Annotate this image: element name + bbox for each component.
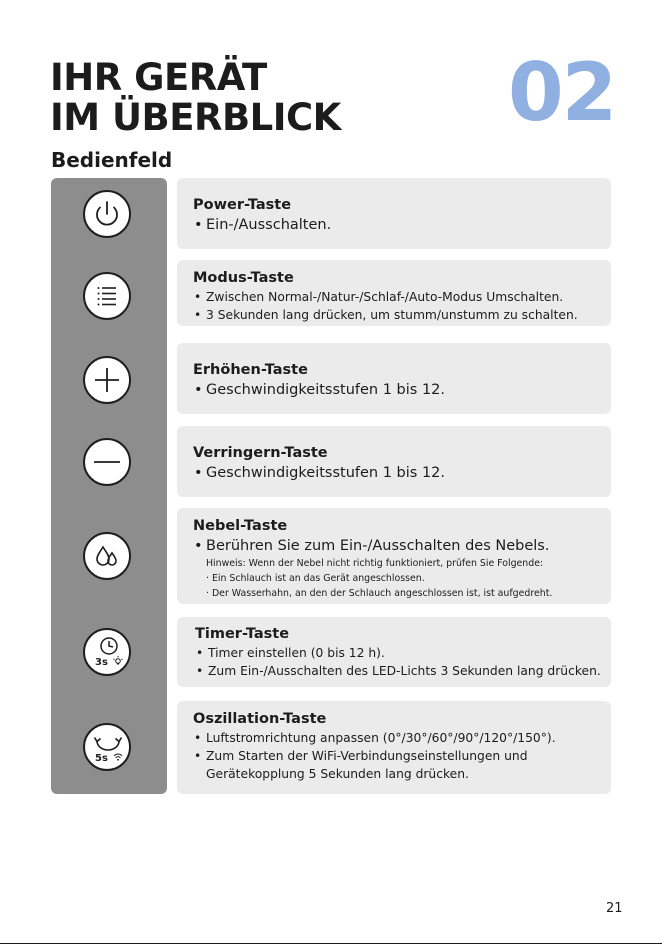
list-item: • Ein-/Ausschalten. (193, 215, 611, 235)
section-title: Bedienfeld (51, 148, 173, 172)
bottom-rule (0, 943, 662, 944)
oscillation-hold-label: 5s (95, 753, 108, 764)
timer-hold-label: 3s (95, 657, 108, 668)
hint-text: Hinweis: Wenn der Nebel nicht richtig funktioniert, prüfen Sie Folgende: (206, 558, 544, 569)
list-item: • Zum Ein-/Ausschalten des LED-Lichts 3 Sekunden lang drücken. (195, 662, 611, 680)
oscillation-button-card (177, 701, 611, 794)
control-title: Nebel-Taste (193, 518, 288, 534)
decrease-button-card (177, 426, 611, 497)
control-title: Erhöhen-Taste (193, 362, 308, 378)
control-panel-strip (51, 178, 167, 794)
timer-clock-icon (83, 628, 131, 676)
mist-droplet-icon (83, 532, 131, 580)
page-title (50, 58, 341, 138)
list-item: • 3 Sekunden lang drücken, um stumm/unstumm zu schalten. (193, 306, 611, 324)
title-line-1: IHR GERÄT (50, 56, 267, 99)
plus-icon (83, 356, 131, 404)
list-item: • Zum Starten der WiFi-Verbindungseinstellungen und (193, 747, 611, 765)
page-number: 21 (606, 901, 623, 916)
list-item: • Timer einstellen (0 bis 12 h). (195, 644, 611, 662)
oscillation-arrow-icon (83, 723, 131, 771)
power-icon (83, 190, 131, 238)
control-title: Timer-Taste (195, 626, 290, 642)
menu-icon (83, 272, 131, 320)
mode-button-card (177, 260, 611, 326)
mist-button-card (177, 508, 611, 604)
list-item: • Berühren Sie zum Ein-/Ausschalten des Nebels. (193, 536, 611, 556)
control-title: Oszillation-Taste (193, 711, 327, 727)
title-line-2: IM ÜBERBLICK (50, 96, 341, 139)
list-item-continuation: Gerätekopplung 5 Sekunden lang drücken. (206, 767, 469, 781)
control-title: Modus-Taste (193, 270, 294, 286)
wifi-icon (114, 754, 122, 761)
list-item: • Zwischen Normal-/Natur-/Schlaf-/Auto-Modus Umschalten. (193, 288, 611, 306)
control-title: Verringern-Taste (193, 445, 328, 461)
increase-button-card (177, 343, 611, 414)
led-light-icon (113, 656, 122, 664)
list-item: • Geschwindigkeitsstufen 1 bis 12. (193, 380, 611, 400)
hint-text: · Der Wasserhahn, an den der Schlauch angeschlossen ist, ist aufgedreht. (206, 588, 553, 599)
list-item: • Geschwindigkeitsstufen 1 bis 12. (193, 463, 611, 483)
hint-text: · Ein Schlauch ist an das Gerät angeschlossen. (206, 573, 425, 584)
chapter-number: 02 (508, 46, 616, 139)
power-button-card (177, 178, 611, 249)
timer-button-card (177, 617, 611, 687)
list-item: • Luftstromrichtung anpassen (0°/30°/60°/90°/120°/150°). (193, 729, 611, 747)
minus-icon (83, 438, 131, 486)
control-title: Power-Taste (193, 197, 292, 213)
